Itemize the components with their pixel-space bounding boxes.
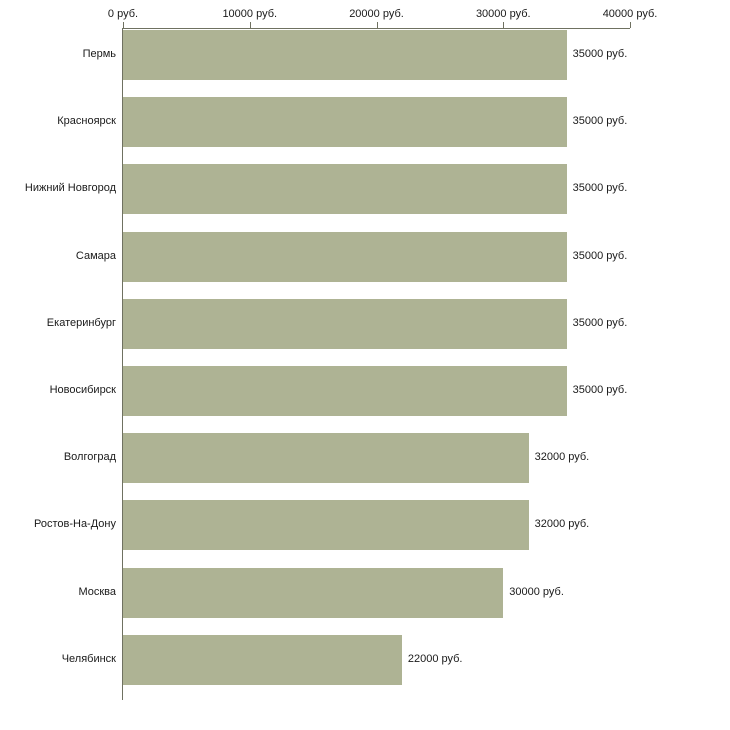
category-label: Пермь — [82, 48, 116, 60]
table-row — [0, 164, 730, 231]
category-label: Самара — [75, 249, 116, 262]
table-row — [0, 366, 730, 433]
bar[interactable] — [123, 500, 529, 550]
bar[interactable] — [123, 97, 567, 147]
bar-value-label: 35000 руб. — [572, 384, 628, 396]
bar[interactable] — [123, 232, 567, 282]
bar-value-label: 22000 руб. — [407, 652, 463, 665]
table-row — [0, 232, 730, 299]
bar[interactable] — [123, 164, 567, 214]
x-tick-label: 30000 руб. — [475, 8, 531, 20]
bar[interactable] — [123, 299, 567, 349]
category-label: Новосибирск — [49, 384, 116, 396]
x-tick-mark — [377, 22, 378, 28]
bar-value-label: 32000 руб. — [534, 451, 590, 464]
table-row — [0, 568, 730, 635]
category-label: Нижний Новгород — [24, 182, 116, 195]
x-tick-label: 20000 руб. — [349, 8, 404, 20]
x-tick-label: 40000 руб. — [602, 8, 658, 20]
table-row — [0, 97, 730, 164]
bar-value-label: 35000 руб. — [572, 48, 628, 60]
table-row — [0, 299, 730, 366]
bar-value-label: 35000 руб. — [572, 316, 628, 329]
table-row — [0, 30, 730, 97]
bar[interactable] — [123, 635, 402, 685]
x-axis-line — [122, 28, 630, 29]
category-label: Волгоград — [63, 451, 116, 464]
bar-value-label: 35000 руб. — [572, 249, 628, 262]
table-row — [0, 635, 730, 702]
category-label: Екатеринбург — [46, 316, 116, 329]
bar-value-label: 35000 руб. — [572, 182, 628, 195]
x-tick-mark — [503, 22, 504, 28]
x-tick-mark — [250, 22, 251, 28]
table-row — [0, 500, 730, 567]
x-tick-mark — [123, 22, 124, 28]
bar[interactable] — [123, 568, 503, 618]
bar[interactable] — [123, 433, 529, 483]
category-label: Москва — [78, 585, 116, 598]
bar[interactable] — [123, 30, 567, 80]
category-label: Челябинск — [61, 652, 116, 665]
bar[interactable] — [123, 366, 567, 416]
x-tick-label: 0 руб. — [107, 8, 139, 20]
bar-value-label: 35000 руб. — [572, 115, 628, 128]
bar-value-label: 32000 руб. — [534, 518, 590, 531]
category-label: Красноярск — [57, 115, 116, 128]
x-tick-mark — [630, 22, 631, 28]
category-label: Ростов-На-Дону — [33, 518, 116, 531]
bar-value-label: 30000 руб. — [509, 585, 564, 598]
table-row — [0, 433, 730, 500]
x-tick-label: 10000 руб. — [222, 8, 278, 20]
